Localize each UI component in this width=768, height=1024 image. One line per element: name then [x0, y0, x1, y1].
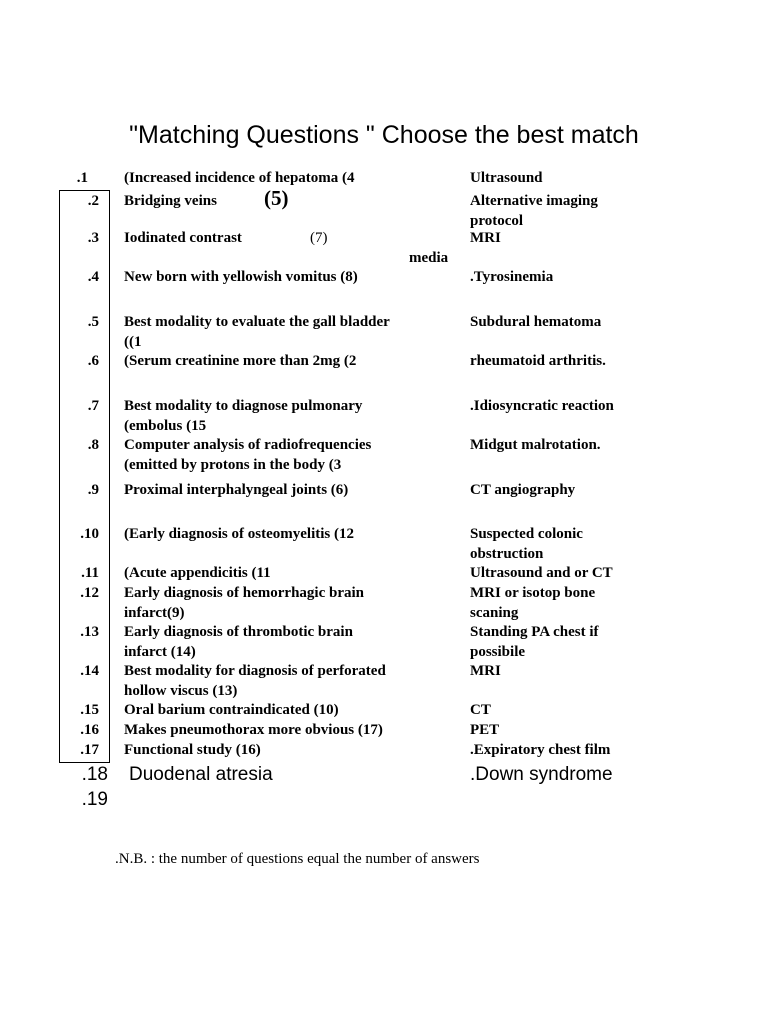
- question-text: (Early diagnosis of osteomyelitis (12: [124, 526, 354, 542]
- question-text-continued: infarct(9): [124, 604, 185, 621]
- question-text-fragment: media: [409, 249, 449, 266]
- answer-text-continued: protocol: [470, 212, 524, 229]
- question-number: .12: [80, 585, 99, 601]
- question-text-continued: infarct (14): [124, 643, 196, 660]
- question-text: Best modality for diagnosis of perforated: [124, 663, 386, 679]
- answer-text: rheumatoid arthritis.: [470, 353, 606, 369]
- answer-text: Midgut malrotation.: [470, 437, 601, 453]
- question-number: .1: [76, 170, 88, 186]
- answer-text-continued: possibile: [470, 643, 526, 660]
- question-text-continued: hollow viscus (13): [124, 682, 238, 699]
- question-text: Duodenal atresia: [129, 764, 273, 785]
- question-text: (Serum creatinine more than 2mg (2: [124, 353, 357, 369]
- answer-text: .Tyrosinemia: [470, 269, 554, 285]
- answer-text: .Expiratory chest film: [470, 742, 611, 758]
- answer-text-continued: obstruction: [470, 545, 544, 562]
- answer-text-continued: scaning: [470, 604, 519, 621]
- answer-text: .Idiosyncratic reaction: [470, 398, 614, 414]
- question-text: Early diagnosis of hemorrhagic brain: [124, 585, 365, 601]
- question-number: .3: [87, 230, 99, 246]
- question-number: .5: [87, 314, 99, 330]
- question-number: .16: [80, 722, 99, 738]
- question-text: New born with yellowish vomitus (8): [124, 269, 358, 285]
- question-text: Computer analysis of radiofrequencies: [124, 437, 372, 453]
- question-text: Oral barium contraindicated (10): [124, 702, 339, 718]
- question-text: (Acute appendicitis (11: [124, 565, 271, 581]
- answer-text: CT: [470, 702, 491, 718]
- question-text: Bridging veins: [124, 193, 217, 209]
- question-text-continued: ((1: [124, 333, 142, 350]
- question-number: .8: [87, 437, 99, 453]
- question-number: .4: [87, 269, 99, 285]
- question-number: .7: [87, 398, 99, 414]
- answer-text: Subdural hematoma: [470, 314, 602, 330]
- answer-text: Ultrasound and or CT: [470, 565, 613, 581]
- question-tag: (5): [264, 186, 289, 210]
- answer-text: MRI: [470, 230, 501, 246]
- question-tag: (7): [310, 230, 328, 246]
- answer-text: MRI or isotop bone: [470, 585, 596, 601]
- footnote: .N.B. : the number of questions equal the number of answers: [115, 851, 480, 867]
- question-number: .10: [80, 526, 99, 542]
- question-number: .17: [80, 742, 99, 758]
- answer-text: Alternative imaging: [470, 193, 598, 209]
- answer-text: .Down syndrome: [470, 764, 613, 785]
- answer-text: PET: [470, 722, 500, 738]
- answer-text: Suspected colonic: [470, 526, 583, 542]
- question-number: .11: [81, 565, 99, 581]
- question-text: Best modality to diagnose pulmonary: [124, 398, 363, 414]
- question-number: .6: [87, 353, 99, 369]
- question-text: Makes pneumothorax more obvious (17): [124, 722, 383, 738]
- question-text: (Increased incidence of hepatoma (4: [124, 170, 355, 186]
- answer-text: MRI: [470, 663, 501, 679]
- question-text: Proximal interphalyngeal joints (6): [124, 482, 349, 498]
- answer-text: CT angiography: [470, 482, 576, 498]
- page-title: "Matching Questions " Choose the best match: [129, 121, 639, 149]
- question-number: .13: [80, 624, 99, 640]
- question-number: .9: [87, 482, 99, 498]
- question-text-continued: (embolus (15: [124, 417, 207, 434]
- question-number: .19: [81, 789, 108, 810]
- question-text-continued: (emitted by protons in the body (3: [124, 456, 342, 473]
- question-number: .14: [80, 663, 99, 679]
- question-text: Early diagnosis of thrombotic brain: [124, 624, 353, 640]
- question-text: Iodinated contrast: [124, 230, 242, 246]
- answer-text: Ultrasound: [470, 170, 543, 186]
- answer-text: Standing PA chest if: [470, 624, 599, 640]
- question-text: Best modality to evaluate the gall bladder: [124, 314, 390, 330]
- question-number: .15: [80, 702, 99, 718]
- question-number: .2: [87, 193, 99, 209]
- question-number: .18: [81, 764, 108, 785]
- question-text: Functional study (16): [124, 742, 261, 758]
